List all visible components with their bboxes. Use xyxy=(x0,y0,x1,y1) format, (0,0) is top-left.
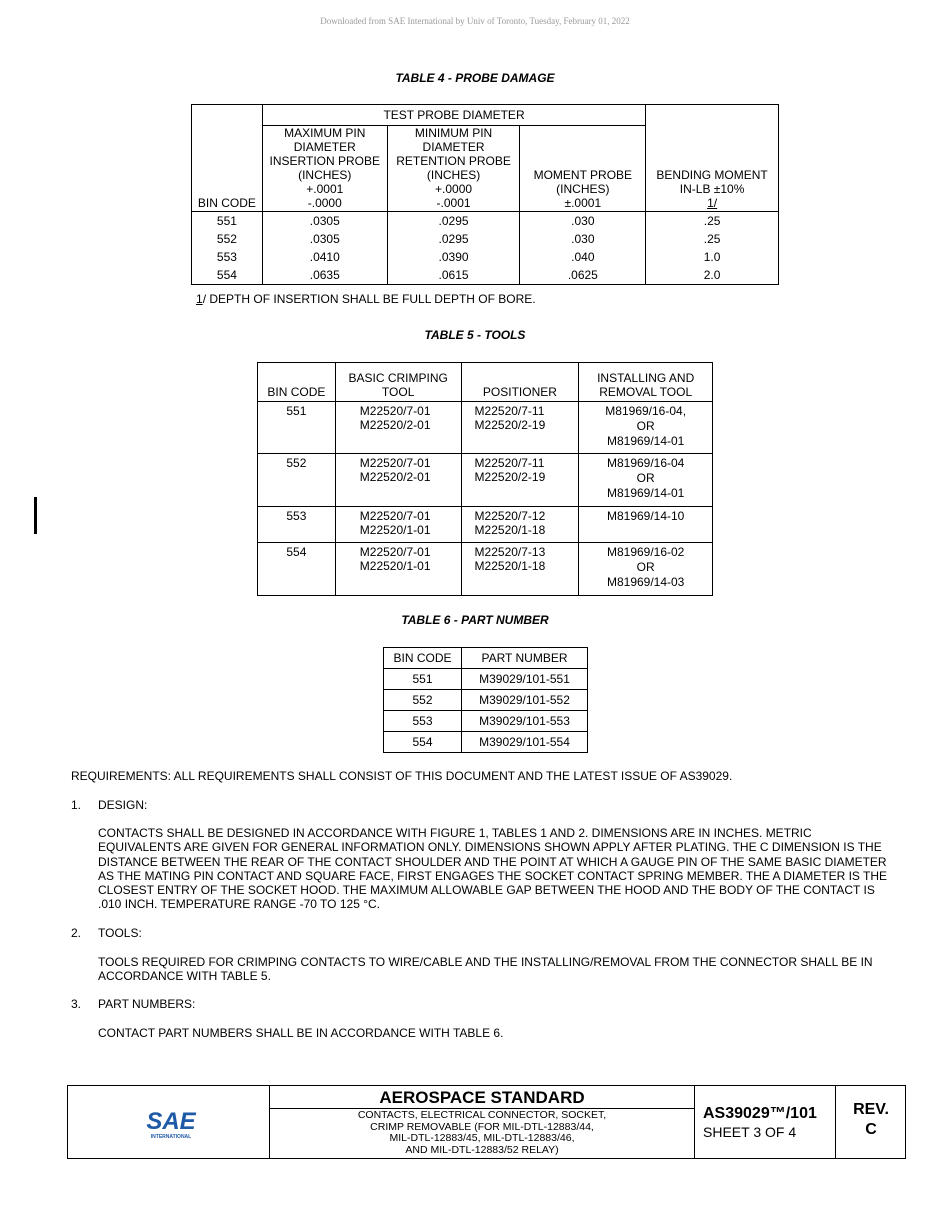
document-description: CONTACTS, ELECTRICAL CONNECTOR, SOCKET, CRIMP REMOVABLE (FOR MIL-DTL-12883/44, MIL-DTL-12883/45, MIL-DTL-12883/46, AND MIL-DTL-12883/52 RELAY) xyxy=(357,1109,607,1156)
positioner-cell: M22520/7-11 M22520/2-19 xyxy=(461,454,579,507)
section-text-tools: TOOLS REQUIRED FOR CRIMPING CONTACTS TO WIRE/CABLE AND THE INSTALLING/REMOVAL FROM THE CONNECTOR SHALL BE IN ACCORDANCE WITH TABLE 5. xyxy=(98,955,873,984)
max-cell: .0305 xyxy=(262,230,387,248)
moment-cell: .0625 xyxy=(520,266,646,285)
title-cell xyxy=(270,1086,695,1158)
section-text-part-numbers: CONTACT PART NUMBERS SHALL BE IN ACCORDANCE WITH TABLE 6. xyxy=(98,1026,504,1040)
part-cell: M39029/101-554 xyxy=(462,732,588,753)
table-row xyxy=(258,402,713,454)
bending-cell: 1.0 xyxy=(646,248,779,266)
revision-cell xyxy=(836,1086,906,1158)
table-row xyxy=(384,711,588,732)
part-cell: M39029/101-552 xyxy=(462,690,588,711)
logo-cell xyxy=(68,1086,270,1158)
title-block xyxy=(67,1085,906,1159)
sheet-number: SHEET 3 OF 4 xyxy=(703,1124,797,1140)
header-part-number: PART NUMBER xyxy=(462,648,588,669)
sae-logo-icon xyxy=(144,1105,198,1141)
bending-moment-label: BENDING MOMENT IN-LB ±10% xyxy=(656,168,768,196)
section-number: 2. xyxy=(71,926,82,940)
requirements-paragraph: REQUIREMENTS: ALL REQUIREMENTS SHALL CONSIST OF THIS DOCUMENT AND THE LATEST ISSUE OF AS39029. xyxy=(71,769,733,783)
bin-cell: 554 xyxy=(384,732,462,753)
bending-note-ref: 1/ xyxy=(707,196,718,210)
logo-subtext: INTERNATIONAL xyxy=(150,1134,192,1140)
header-positioner: POSITIONER xyxy=(461,363,579,402)
table5-caption: TABLE 5 - TOOLS xyxy=(424,328,526,342)
header-moment-probe: MOMENT PROBE (INCHES) ±.0001 xyxy=(520,126,646,212)
table4-footnote xyxy=(196,292,536,306)
positioner-cell: M22520/7-12 M22520/1-18 xyxy=(461,507,579,543)
revision: REV. C xyxy=(853,1101,889,1138)
table-row xyxy=(384,690,588,711)
table-row xyxy=(258,454,713,507)
header-crimping-tool: BASIC CRIMPING TOOL xyxy=(335,363,461,402)
installing-cell: M81969/14-10 xyxy=(579,507,713,543)
footnote-text: / DEPTH OF INSERTION SHALL BE FULL DEPTH OF BORE. xyxy=(202,292,536,306)
min-cell: .0390 xyxy=(387,248,520,266)
table-row xyxy=(384,732,588,753)
bin-cell: 553 xyxy=(258,507,336,543)
min-cell: .0295 xyxy=(387,230,520,248)
bin-cell: 554 xyxy=(192,266,263,285)
table-row xyxy=(258,507,713,543)
bending-cell: .25 xyxy=(646,212,779,231)
moment-cell: .030 xyxy=(520,230,646,248)
bin-cell: 552 xyxy=(384,690,462,711)
table-row xyxy=(384,669,588,690)
bin-cell: 553 xyxy=(192,248,263,266)
bin-cell: 554 xyxy=(258,543,336,596)
crimping-cell: M22520/7-01 M22520/1-01 xyxy=(335,543,461,596)
standard-title: AEROSPACE STANDARD xyxy=(270,1086,694,1109)
section-number: 3. xyxy=(71,997,82,1011)
installing-cell: M81969/16-04, OR M81969/14-01 xyxy=(579,402,713,454)
crimping-cell: M22520/7-01 M22520/1-01 xyxy=(335,507,461,543)
max-cell: .0635 xyxy=(262,266,387,285)
header-bin-code: BIN CODE xyxy=(258,363,336,402)
bin-cell: 551 xyxy=(258,402,336,454)
bin-cell: 551 xyxy=(384,669,462,690)
header-installing-tool: INSTALLING AND REMOVAL TOOL xyxy=(579,363,713,402)
min-cell: .0295 xyxy=(387,212,520,231)
table-header-row xyxy=(384,648,588,669)
crimping-cell: M22520/7-01 M22520/2-01 xyxy=(335,454,461,507)
min-cell: .0615 xyxy=(387,266,520,285)
table-row xyxy=(192,248,779,266)
bin-cell: 553 xyxy=(384,711,462,732)
section-number: 1. xyxy=(71,798,82,812)
tools-table xyxy=(257,362,713,596)
installing-cell: M81969/16-04 OR M81969/14-01 xyxy=(579,454,713,507)
section-title-tools: TOOLS: xyxy=(98,926,142,940)
header-bending-moment xyxy=(646,105,779,212)
table-row xyxy=(192,212,779,231)
logo-text: SAE xyxy=(146,1108,196,1135)
moment-cell: .030 xyxy=(520,212,646,231)
max-cell: .0410 xyxy=(262,248,387,266)
header-min-pin: MINIMUM PIN DIAMETER RETENTION PROBE (INCHES) +.0000 -.0001 xyxy=(387,126,520,212)
section-title-design: DESIGN: xyxy=(98,798,148,812)
bending-cell: 2.0 xyxy=(646,266,779,285)
probe-damage-table xyxy=(191,104,779,285)
section-title-part-numbers: PART NUMBERS: xyxy=(98,997,196,1011)
part-cell: M39029/101-553 xyxy=(462,711,588,732)
text-cursor xyxy=(34,497,37,534)
max-cell: .0305 xyxy=(262,212,387,231)
part-number-table xyxy=(383,647,588,753)
header-test-probe-diameter: TEST PROBE DIAMETER xyxy=(262,105,645,126)
bin-cell: 552 xyxy=(192,230,263,248)
section-text-design: CONTACTS SHALL BE DESIGNED IN ACCORDANCE WITH FIGURE 1, TABLES 1 AND 2. DIMENSIONS ARE IN INCHES. METRIC EQUIVALENTS ARE GIVEN FOR GENERAL INFORMATION ONLY. DIMENSIONS SHOWN APPLY AFTER PLATING. THE C DIMENSION IS THE DISTANCE BETWEEN THE REAR OF THE CONTACT SHOULDER AND THE POINT AT WHICH A GAUGE PIN OF THE SAME BASIC DIAMETER AS THE MATING PIN CONTACT AND SQUARE FACE, FIRST ENGAGES THE SOCKET CONTACT SPRING MEMBER. THE A DIAMETER IS THE CLOSEST ENTRY OF THE SOCKET HOOD. THE MAXIMUM ALLOWABLE GAP BETWEEN THE HOOD AND THE BODY OF THE CONTACT IS .010 INCH. TEMPERATURE RANGE -70 TO 125 °C. xyxy=(98,826,888,912)
table-row xyxy=(192,266,779,285)
crimping-cell: M22520/7-01 M22520/2-01 xyxy=(335,402,461,454)
table-row xyxy=(192,230,779,248)
bin-cell: 551 xyxy=(192,212,263,231)
table4-caption: TABLE 4 - PROBE DAMAGE xyxy=(395,71,555,85)
positioner-cell: M22520/7-11 M22520/2-19 xyxy=(461,402,579,454)
footnote-ref: 1 xyxy=(196,292,203,306)
header-bin-code: BIN CODE xyxy=(192,105,263,212)
doc-number-cell xyxy=(695,1086,836,1158)
part-cell: M39029/101-551 xyxy=(462,669,588,690)
table6-caption: TABLE 6 - PART NUMBER xyxy=(401,613,549,627)
bin-cell: 552 xyxy=(258,454,336,507)
header-max-pin: MAXIMUM PIN DIAMETER INSERTION PROBE (INCHES) +.0001 -.0000 xyxy=(262,126,387,212)
header-bin-code: BIN CODE xyxy=(384,648,462,669)
moment-cell: .040 xyxy=(520,248,646,266)
download-watermark: Downloaded from SAE International by Univ of Toronto, Tuesday, February 01, 2022 xyxy=(320,16,630,26)
document-number: AS39029™/101 xyxy=(703,1105,817,1122)
bending-cell: .25 xyxy=(646,230,779,248)
installing-cell: M81969/16-02 OR M81969/14-03 xyxy=(579,543,713,596)
positioner-cell: M22520/7-13 M22520/1-18 xyxy=(461,543,579,596)
table-row xyxy=(258,543,713,596)
